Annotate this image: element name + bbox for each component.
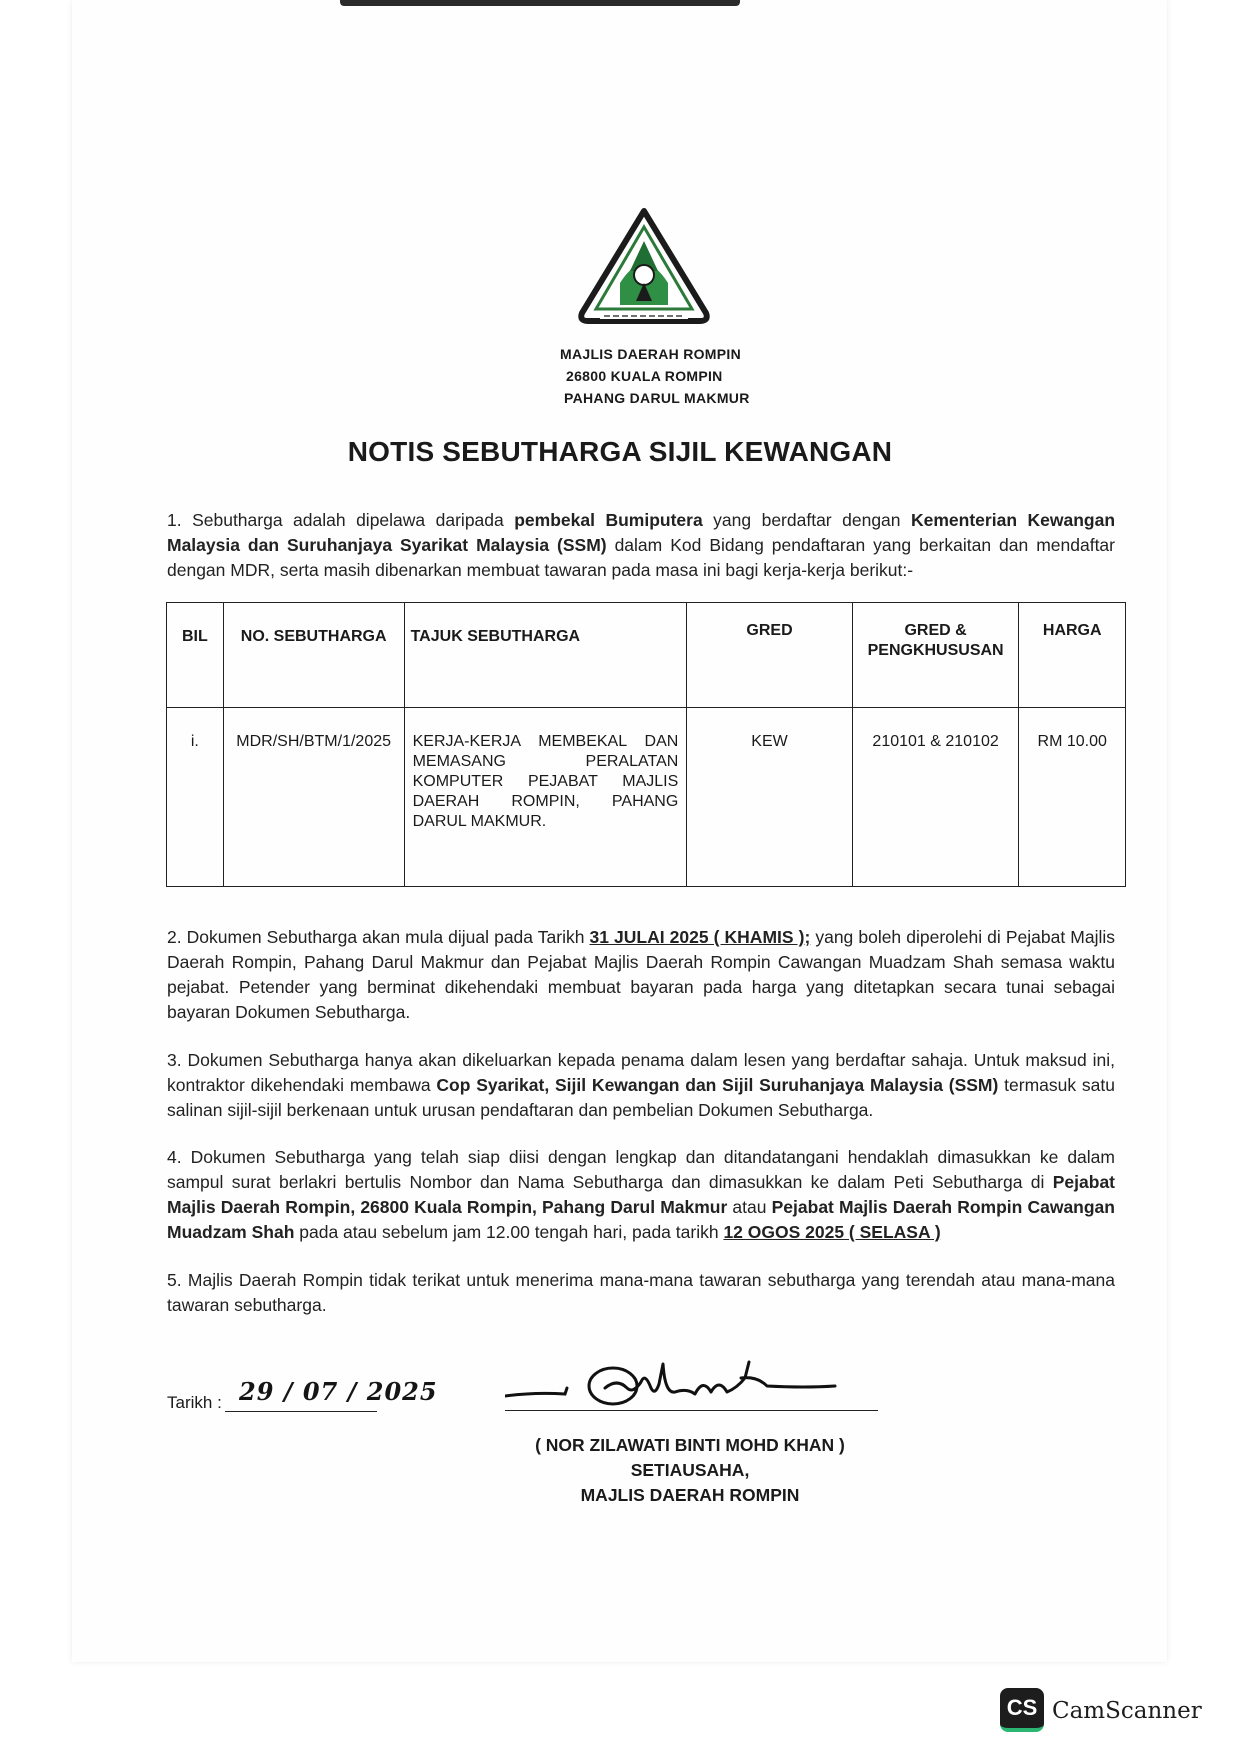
- paragraph-2: [167, 925, 1115, 1025]
- quotation-table: [166, 602, 1126, 887]
- cell-harga: RM 10.00: [1019, 708, 1126, 887]
- camscanner-logo-icon: CS: [1000, 1688, 1044, 1732]
- address-line-2: 26800 KUALA ROMPIN: [566, 368, 723, 384]
- p1-text-a: 1. Sebutharga adalah dipelawa daripada: [167, 510, 515, 530]
- paragraph-3: [167, 1048, 1115, 1123]
- p3-bold-a: Cop Syarikat, Sijil Kewangan dan Sijil Suruhanjaya Malaysia (SSM): [436, 1075, 999, 1095]
- p1-text-b: yang berdaftar dengan: [702, 510, 911, 530]
- p1-bold-b: Kementerian Kewangan Malaysia dan Suruhanjaya Syarikat Malaysia (SSM): [167, 510, 1116, 555]
- council-address: [560, 343, 780, 409]
- cell-gred: KEW: [687, 708, 852, 887]
- document-title: NOTIS SEBUTHARGA SIJIL KEWANGAN: [347, 436, 893, 467]
- scan-edge: [340, 0, 740, 6]
- p4-bold-b: Pejabat Majlis Daerah Rompin Cawangan Muadzam Shah: [167, 1197, 1115, 1242]
- signer-org: MAJLIS DAERAH ROMPIN: [580, 1485, 800, 1505]
- address-line-1: MAJLIS DAERAH ROMPIN: [560, 346, 742, 362]
- header-no-sebutharga: NO. SEBUTHARGA: [223, 603, 404, 708]
- cell-gred-pengkhususan: 210101 & 210102: [852, 708, 1019, 887]
- cell-tajuk: KERJA-KERJA MEMBEKAL DAN MEMASANG PERALATAN KOMPUTER PEJABAT MAJLIS DAERAH ROMPIN, PAHANG DARUL MAKMUR.: [404, 708, 687, 887]
- header-harga: HARGA: [1019, 603, 1126, 708]
- header-gred: GRED: [687, 603, 852, 708]
- camscanner-name: CamScanner: [1052, 1698, 1202, 1724]
- table-row: [167, 708, 1126, 887]
- handwritten-date: 29 / 07 / 2025: [239, 1377, 438, 1406]
- p4-text-c: pada atau sebelum jam 12.00 tengah hari, pada tarikh: [294, 1222, 724, 1242]
- signer-block: [500, 1433, 880, 1508]
- address-line-3: PAHANG DARUL MAKMUR: [564, 390, 750, 406]
- p3-text-b: termasuk satu salinan sijil-sijil berkenaan untuk urusan pendaftaran dan pembelian Dokumen Sebutharga.: [167, 1075, 1115, 1120]
- p1-text-c: dalam Kod Bidang pendaftaran yang berkaitan dan mendaftar dengan MDR, serta masih dibenarkan membuat tawaran pada masa ini bagi kerja-kerja berikut:-: [167, 535, 1115, 580]
- council-logo-emblem: [574, 205, 714, 333]
- signature: [505, 1348, 885, 1408]
- p4-text-a: 4. Dokumen Sebutharga yang telah siap diisi dengan lengkap dan ditandatangani hendaklah dimasukkan ke dalam sampul surat berlakri bertulis Nombor dan Nama Sebutharga dan dimasukkan ke dalam Peti Sebutharga di: [167, 1147, 1115, 1192]
- p4-closing-date: 12 OGOS 2025 ( SELASA ): [723, 1222, 941, 1242]
- p4-text-b: atau: [727, 1197, 772, 1217]
- signer-title: SETIAUSAHA,: [630, 1460, 750, 1480]
- date-label: Tarikh :: [167, 1393, 222, 1412]
- signer-name: ( NOR ZILAWATI BINTI MOHD KHAN ): [535, 1435, 845, 1455]
- table-header-row: [167, 603, 1126, 708]
- paragraph-5: 5. Majlis Daerah Rompin tidak terikat untuk menerima mana-mana tawaran sebutharga yang terendah atau mana-mana tawaran sebutharga.: [167, 1270, 1115, 1315]
- p4-bold-a: Pejabat Majlis Daerah Rompin, 26800 Kuala Rompin, Pahang Darul Makmur: [167, 1172, 1115, 1217]
- paragraph-4: [167, 1145, 1115, 1245]
- camscanner-watermark: [1000, 1688, 1200, 1734]
- date-underline: [225, 1411, 377, 1412]
- cell-no-sebutharga: MDR/SH/BTM/1/2025: [223, 708, 404, 887]
- paragraph-1: [167, 508, 1115, 583]
- header-tajuk: TAJUK SEBUTHARGA: [404, 603, 687, 708]
- p2-text-b: yang boleh diperolehi di Pejabat Majlis Daerah Rompin, Pahang Darul Makmur dan Pejabat Majlis Daerah Rompin Cawangan Muadzam Shah semasa waktu pejabat. Petender yang berminat dikehendaki membuat bayaran pada harga yang ditetapkan secara tunai sebagai bayaran Dokumen Sebutharga.: [167, 927, 1115, 1022]
- p1-bold-a: pembekal Bumiputera: [514, 510, 703, 530]
- header-gred-pengkhususan: GRED & PENGKHUSUSAN: [852, 603, 1019, 708]
- p3-text-a: 3. Dokumen Sebutharga hanya akan dikeluarkan kepada penama dalam lesen yang berdaftar sahaja. Untuk maksud ini, kontraktor dikehendaki membawa: [167, 1050, 1115, 1095]
- p2-text-a: 2. Dokumen Sebutharga akan mula dijual pada Tarikh: [167, 927, 590, 947]
- signature-line: [505, 1410, 878, 1411]
- p2-sale-date: 31 JULAI 2025 ( KHAMIS );: [589, 927, 811, 947]
- header-bil: BIL: [167, 603, 224, 708]
- cell-bil: i.: [167, 708, 224, 887]
